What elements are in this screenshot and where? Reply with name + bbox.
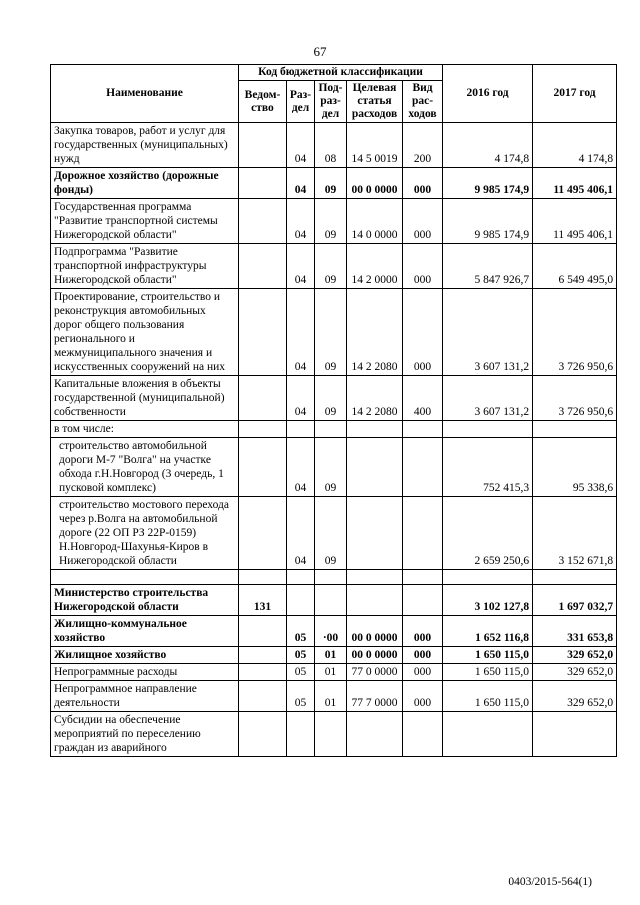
- row-value-2016: 2 659 250,6: [443, 497, 533, 570]
- row-razdel: 05: [287, 647, 315, 664]
- row-celevaya-statya: 14 2 2080: [347, 376, 403, 421]
- row-value-2016: [443, 712, 533, 757]
- budget-table-body: [51, 123, 617, 757]
- row-value-2017: [533, 570, 617, 585]
- row-vedomstvo: [239, 438, 287, 497]
- row-name: Министерство строительства Нижегородской области: [51, 585, 239, 616]
- row-podrazdel: 09: [315, 244, 347, 289]
- row-vid-rashodov: 400: [403, 376, 443, 421]
- row-vedomstvo: [239, 199, 287, 244]
- table-row: [51, 438, 617, 497]
- row-razdel: [287, 421, 315, 438]
- row-vid-rashodov: [403, 712, 443, 757]
- table-row: [51, 585, 617, 616]
- row-value-2016: 3 607 131,2: [443, 289, 533, 376]
- row-name: Закупка товаров, работ и услуг для государственных (муниципальных) нужд: [51, 123, 239, 168]
- row-name: строительство автомобильной дороги М-7 "Волга" на участке обхода г.Н.Новгород (3 очередь, 1 пусковой комплекс): [51, 438, 239, 497]
- row-vedomstvo: [239, 616, 287, 647]
- row-value-2016: 1 652 116,8: [443, 616, 533, 647]
- row-vid-rashodov: 000: [403, 199, 443, 244]
- row-vid-rashodov: [403, 421, 443, 438]
- row-vedomstvo: [239, 168, 287, 199]
- row-vedomstvo: [239, 712, 287, 757]
- row-podrazdel: 01: [315, 647, 347, 664]
- row-vid-rashodov: 000: [403, 647, 443, 664]
- row-razdel: 04: [287, 123, 315, 168]
- page-number: 67: [313, 44, 327, 59]
- header-classification-group: Код бюджетной классификации: [239, 65, 443, 81]
- row-podrazdel: 09: [315, 199, 347, 244]
- document-code: 0403/2015-564(1): [508, 876, 592, 888]
- row-vedomstvo: [239, 497, 287, 570]
- row-vid-rashodov: 000: [403, 616, 443, 647]
- row-razdel: 05: [287, 681, 315, 712]
- row-vid-rashodov: [403, 497, 443, 570]
- table-row: [51, 168, 617, 199]
- row-name: строительство мостового перехода через р.Волга на автомобильной дороге (22 ОП РЗ 22Р-0159) Н.Новгород-Шахунья-Киров в Нижегородской области: [51, 497, 239, 570]
- row-razdel: 05: [287, 616, 315, 647]
- row-podrazdel: 09: [315, 497, 347, 570]
- row-vedomstvo: [239, 421, 287, 438]
- row-vedomstvo: [239, 244, 287, 289]
- row-razdel: 04: [287, 244, 315, 289]
- row-value-2017: 3 726 950,6: [533, 376, 617, 421]
- row-name: Капитальные вложения в объекты государственной (муниципальной) собственности: [51, 376, 239, 421]
- row-podrazdel: 01: [315, 681, 347, 712]
- row-value-2016: 1 650 115,0: [443, 681, 533, 712]
- table-row: [51, 376, 617, 421]
- row-razdel: 04: [287, 376, 315, 421]
- table-row: [51, 570, 617, 585]
- row-razdel: 04: [287, 199, 315, 244]
- row-value-2017: [533, 712, 617, 757]
- header-2016: 2016 год: [443, 65, 533, 123]
- row-value-2016: 5 847 926,7: [443, 244, 533, 289]
- row-vid-rashodov: 000: [403, 664, 443, 681]
- header-2017: 2017 год: [533, 65, 617, 123]
- row-name: Жилищное хозяйство: [51, 647, 239, 664]
- header-podrazdel: Под-раз-дел: [315, 81, 347, 123]
- row-value-2016: 4 174,8: [443, 123, 533, 168]
- table-row: [51, 123, 617, 168]
- row-name: Непрограммные расходы: [51, 664, 239, 681]
- row-celevaya-statya: 14 2 2080: [347, 289, 403, 376]
- header-celevaya-statya: Целевая статья расходов: [347, 81, 403, 123]
- row-vid-rashodov: 000: [403, 681, 443, 712]
- row-vedomstvo: [239, 647, 287, 664]
- table-row: [51, 664, 617, 681]
- row-value-2017: 331 653,8: [533, 616, 617, 647]
- header-vedomstvo: Ведом-ство: [239, 81, 287, 123]
- table-row: [51, 289, 617, 376]
- row-value-2017: 329 652,0: [533, 664, 617, 681]
- row-podrazdel: 09: [315, 289, 347, 376]
- row-vid-rashodov: [403, 570, 443, 585]
- row-value-2016: [443, 421, 533, 438]
- row-value-2017: 3 726 950,6: [533, 289, 617, 376]
- row-name: Подпрограмма "Развитие транспортной инфраструктуры Нижегородской области": [51, 244, 239, 289]
- row-celevaya-statya: 00 0 0000: [347, 647, 403, 664]
- row-razdel: [287, 570, 315, 585]
- row-razdel: 04: [287, 438, 315, 497]
- row-vedomstvo: [239, 664, 287, 681]
- row-name: Непрограммное направление деятельности: [51, 681, 239, 712]
- row-vid-rashodov: 200: [403, 123, 443, 168]
- row-celevaya-statya: 77 0 0000: [347, 664, 403, 681]
- row-celevaya-statya: 00 0 0000: [347, 616, 403, 647]
- row-vid-rashodov: 000: [403, 168, 443, 199]
- row-podrazdel: 08: [315, 123, 347, 168]
- row-razdel: 04: [287, 168, 315, 199]
- table-row: [51, 681, 617, 712]
- row-vid-rashodov: 000: [403, 244, 443, 289]
- row-celevaya-statya: 14 0 0000: [347, 199, 403, 244]
- table-header-row: [51, 65, 617, 81]
- row-vid-rashodov: [403, 438, 443, 497]
- row-celevaya-statya: 00 0 0000: [347, 168, 403, 199]
- row-razdel: 04: [287, 497, 315, 570]
- row-podrazdel: 01: [315, 664, 347, 681]
- row-celevaya-statya: [347, 421, 403, 438]
- row-value-2017: [533, 421, 617, 438]
- row-value-2017: 4 174,8: [533, 123, 617, 168]
- header-name: Наименование: [51, 65, 239, 123]
- row-value-2016: 3 607 131,2: [443, 376, 533, 421]
- row-value-2017: 3 152 671,8: [533, 497, 617, 570]
- row-value-2017: 11 495 406,1: [533, 199, 617, 244]
- row-vedomstvo: 131: [239, 585, 287, 616]
- row-name: Дорожное хозяйство (дорожные фонды): [51, 168, 239, 199]
- row-razdel: 04: [287, 289, 315, 376]
- row-podrazdel: 09: [315, 168, 347, 199]
- row-name: Жилищно-коммунальное хозяйство: [51, 616, 239, 647]
- row-value-2017: 6 549 495,0: [533, 244, 617, 289]
- row-celevaya-statya: [347, 585, 403, 616]
- row-value-2017: 329 652,0: [533, 647, 617, 664]
- row-value-2017: 1 697 032,7: [533, 585, 617, 616]
- row-name: Государственная программа "Развитие транспортной системы Нижегородской области": [51, 199, 239, 244]
- row-celevaya-statya: [347, 497, 403, 570]
- row-value-2016: [443, 570, 533, 585]
- row-vedomstvo: [239, 289, 287, 376]
- row-value-2016: 3 102 127,8: [443, 585, 533, 616]
- row-value-2017: 11 495 406,1: [533, 168, 617, 199]
- row-podrazdel: [315, 570, 347, 585]
- table-row: [51, 616, 617, 647]
- row-value-2016: 1 650 115,0: [443, 647, 533, 664]
- table-row: [51, 647, 617, 664]
- row-vedomstvo: [239, 123, 287, 168]
- row-name: в том числе:: [51, 421, 239, 438]
- row-podrazdel: 09: [315, 376, 347, 421]
- header-razdel: Раз-дел: [287, 81, 315, 123]
- row-razdel: 05: [287, 664, 315, 681]
- header-vid-rashodov: Вид рас-ходов: [403, 81, 443, 123]
- row-celevaya-statya: [347, 438, 403, 497]
- row-podrazdel: 09: [315, 438, 347, 497]
- row-celevaya-statya: [347, 712, 403, 757]
- row-value-2016: 752 415,3: [443, 438, 533, 497]
- row-value-2016: 1 650 115,0: [443, 664, 533, 681]
- row-value-2017: 329 652,0: [533, 681, 617, 712]
- row-name: Проектирование, строительство и реконструкция автомобильных дорог общего пользования регионального и межмуниципального значения и искусственных сооружений на них: [51, 289, 239, 376]
- row-razdel: [287, 712, 315, 757]
- row-value-2016: 9 985 174,9: [443, 199, 533, 244]
- row-celevaya-statya: 77 7 0000: [347, 681, 403, 712]
- row-vid-rashodov: 000: [403, 289, 443, 376]
- row-razdel: [287, 585, 315, 616]
- table-row: [51, 199, 617, 244]
- row-name: [51, 570, 239, 585]
- table-row: [51, 712, 617, 757]
- row-podrazdel: [315, 712, 347, 757]
- row-vedomstvo: [239, 681, 287, 712]
- row-vedomstvo: [239, 570, 287, 585]
- row-vedomstvo: [239, 376, 287, 421]
- row-celevaya-statya: 14 5 0019: [347, 123, 403, 168]
- budget-table: [50, 64, 617, 757]
- row-celevaya-statya: [347, 570, 403, 585]
- row-podrazdel: [315, 585, 347, 616]
- row-name: Субсидии на обеспечение мероприятий по переселению граждан из аварийного: [51, 712, 239, 757]
- row-podrazdel: [315, 421, 347, 438]
- row-value-2017: 95 338,6: [533, 438, 617, 497]
- table-row: [51, 421, 617, 438]
- row-celevaya-statya: 14 2 0000: [347, 244, 403, 289]
- table-row: [51, 497, 617, 570]
- row-vid-rashodov: [403, 585, 443, 616]
- table-row: [51, 244, 617, 289]
- row-value-2016: 9 985 174,9: [443, 168, 533, 199]
- row-podrazdel: ·00: [315, 616, 347, 647]
